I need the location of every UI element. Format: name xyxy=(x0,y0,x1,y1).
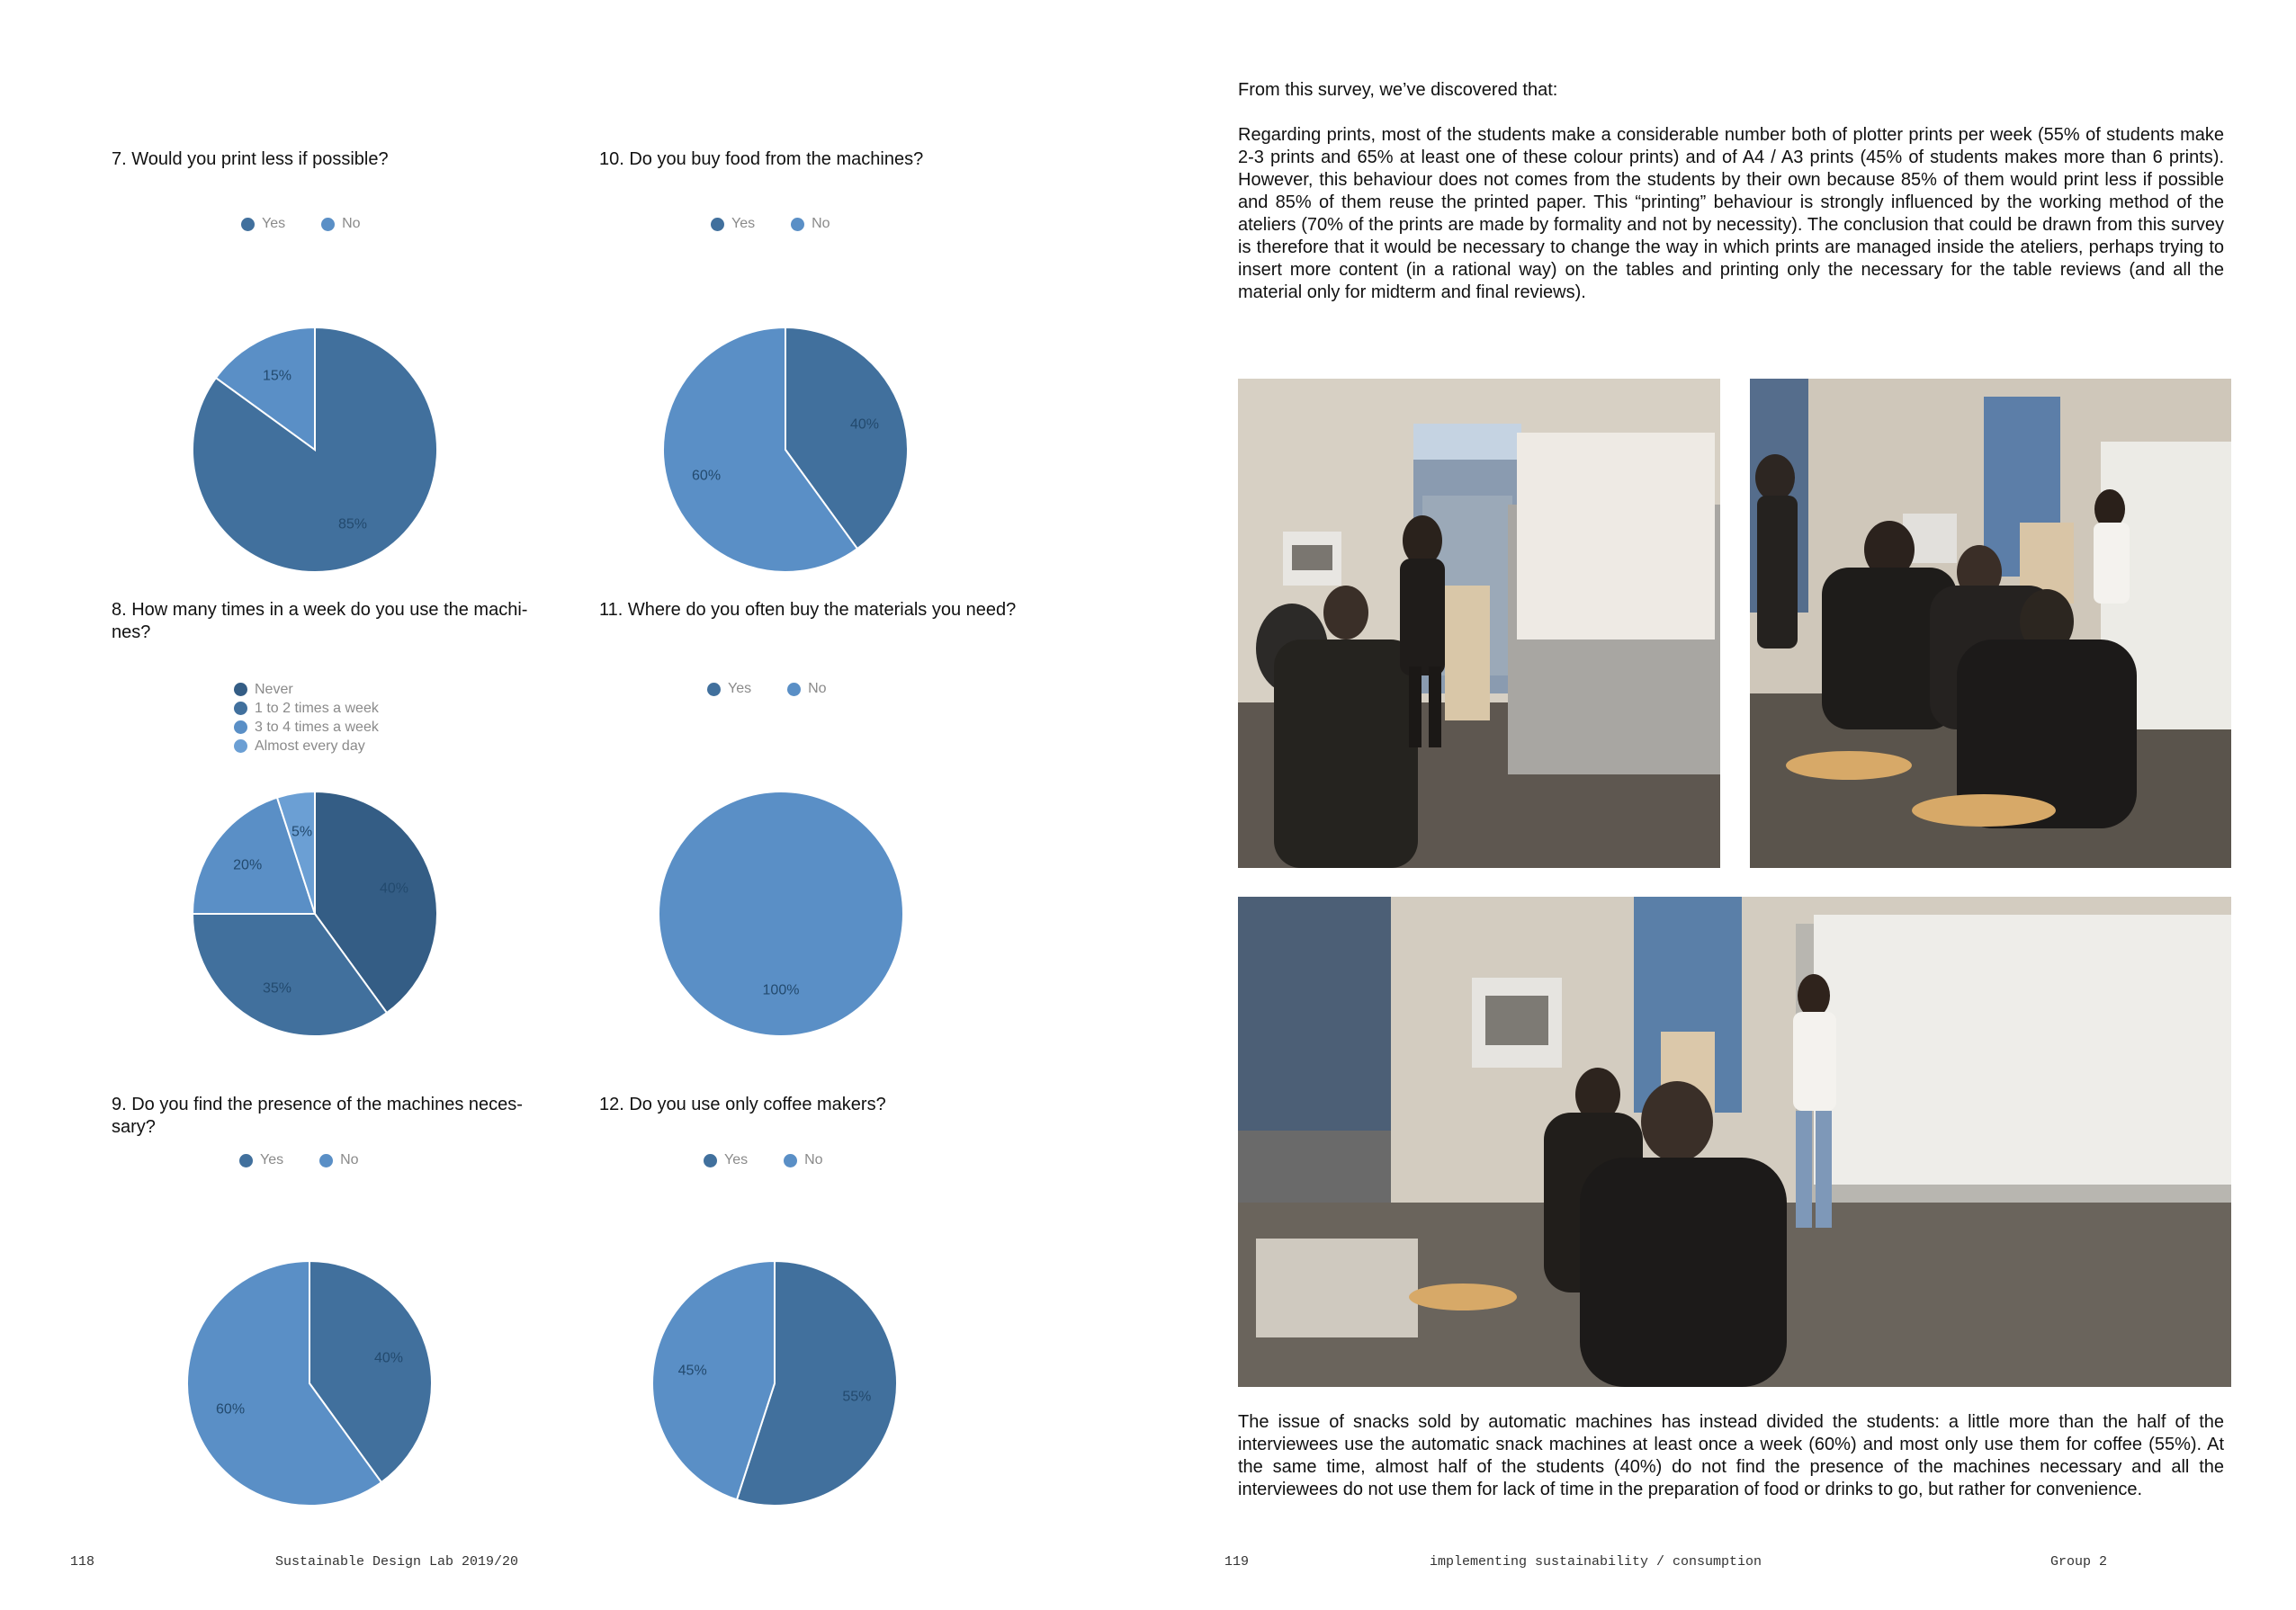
legend-q8 xyxy=(234,680,379,756)
legend-label: No xyxy=(340,1152,359,1167)
legend-item xyxy=(241,216,285,232)
legend-label: Almost every day xyxy=(255,738,365,754)
pie-slice-label: 20% xyxy=(233,857,263,873)
page-number-right: 119 xyxy=(1224,1554,1250,1570)
question-11: 11. Where do you often buy the materials you need? xyxy=(599,600,1017,620)
question-9: 9. Do you find the presence of the machines neces- sary? xyxy=(112,1095,523,1137)
pie-slice-label: 35% xyxy=(262,980,292,997)
legend-dot xyxy=(234,720,247,734)
question-8: 8. How many times in a week do you use the machi- nes? xyxy=(112,600,528,642)
pie-chart-q7 xyxy=(189,324,441,576)
question-7: 7. Would you print less if possible? xyxy=(112,149,389,169)
legend-item xyxy=(707,681,751,697)
legend-dot xyxy=(239,1154,253,1167)
legend-dot xyxy=(241,218,255,231)
pie-chart-q9 xyxy=(184,1257,435,1509)
survey-findings xyxy=(1238,79,2224,326)
legend-dot xyxy=(234,683,247,696)
pie-slice-label: 5% xyxy=(291,824,313,840)
legend-item xyxy=(234,718,379,737)
legend-dot xyxy=(791,218,804,231)
pie-slice xyxy=(659,792,903,1036)
legend-q9 xyxy=(239,1152,395,1172)
footer-section: implementing sustainability / consumption xyxy=(1430,1554,1762,1570)
pie-chart-q8 xyxy=(189,788,441,1040)
studio-photo-3 xyxy=(1238,897,2231,1387)
legend-q10 xyxy=(711,216,866,236)
legend-dot xyxy=(234,739,247,753)
pie-slice-label: 85% xyxy=(337,516,368,532)
legend-item xyxy=(319,1152,358,1168)
pie-slice-label: 60% xyxy=(216,1401,246,1418)
legend-item xyxy=(234,680,379,699)
intro-line: From this survey, we’ve discovered that: xyxy=(1238,80,1558,100)
studio-photo-1 xyxy=(1238,379,1720,868)
pie-chart-q10 xyxy=(659,324,911,576)
legend-label: Yes xyxy=(731,216,756,231)
question-12: 12. Do you use only coffee makers? xyxy=(599,1095,886,1114)
pie-chart-q11 xyxy=(655,788,907,1040)
snacks-paragraph: The issue of snacks sold by automatic machines has instead divided the students: a little more than the half of the interviewees use the automatic snack machines at least once a week (60%) and most only use them for coffee (55%). At the same time, almost half of the students (40%) do not find the presence of the machines necessary and all the interviewees do not use them for lack of time in the preparation of food or drinks to go, but rather for convenience. xyxy=(1238,1412,2224,1499)
legend-label: No xyxy=(342,216,361,231)
legend-dot xyxy=(704,1154,717,1167)
legend-label: Never xyxy=(255,681,293,697)
page-number-left: 118 xyxy=(70,1554,95,1570)
legend-label: Yes xyxy=(260,1152,284,1167)
legend-item xyxy=(787,681,826,697)
legend-label: 3 to 4 times a week xyxy=(255,719,379,735)
legend-label: No xyxy=(812,216,830,231)
legend-dot xyxy=(321,218,335,231)
legend-dot xyxy=(234,702,247,715)
pie-slice-label: 40% xyxy=(379,881,408,897)
pie-slice-label: 15% xyxy=(262,368,292,384)
legend-item xyxy=(784,1152,822,1168)
pie-slice-label: 55% xyxy=(842,1389,872,1405)
legend-label: Yes xyxy=(724,1152,749,1167)
legend-item xyxy=(711,216,755,232)
legend-item xyxy=(239,1152,283,1168)
legend-dot xyxy=(787,683,801,696)
legend-item xyxy=(234,699,379,718)
legend-dot xyxy=(711,218,724,231)
pie-chart-q12 xyxy=(649,1257,901,1509)
legend-q12 xyxy=(704,1152,859,1172)
legend-label: Yes xyxy=(262,216,286,231)
legend-item xyxy=(791,216,830,232)
legend-label: No xyxy=(808,681,827,696)
legend-dot xyxy=(319,1154,333,1167)
legend-item xyxy=(704,1152,748,1168)
prints-paragraph: Regarding prints, most of the students make a considerable number both of plotter prints per week (55% of students make 2-3 prints and 65% at least one of these colour prints) and of A4 / A3 prints (45% of students makes more than 6 prints). However, this behaviour does not comes from the students by their own because 85% of them would print less if possible and 85% of them reuse the printed paper. This “printing” behaviour is strongly influenced by the working method of the ateliers (70% of the prints are made by formality and not by necessity). The conclusion that could be drawn from this survey is therefore that it would be necessary to change the way in which prints are managed inside the ateliers, perhaps trying to insert more content (in a rational way) on the tables and printing only the necessary for the table reviews (and all the material only for midterm and final reviews). xyxy=(1238,125,2224,302)
question-10: 10. Do you buy food from the machines? xyxy=(599,149,924,169)
legend-dot xyxy=(784,1154,797,1167)
pie-slice-label: 45% xyxy=(677,1363,707,1379)
pie-slice-label: 100% xyxy=(762,982,800,998)
legend-label: Yes xyxy=(728,681,752,696)
footer-title: Sustainable Design Lab 2019/20 xyxy=(275,1554,519,1570)
pie-slice-label: 40% xyxy=(849,416,879,433)
pie-slice-label: 60% xyxy=(692,468,722,484)
legend-label: No xyxy=(804,1152,823,1167)
legend-q11 xyxy=(707,681,863,701)
legend-dot xyxy=(707,683,721,696)
pie-slice-label: 40% xyxy=(373,1350,403,1366)
footer-group: Group 2 xyxy=(2050,1554,2108,1570)
legend-item xyxy=(234,737,379,756)
legend-q7 xyxy=(241,216,397,236)
legend-label: 1 to 2 times a week xyxy=(255,700,379,716)
legend-item xyxy=(321,216,360,232)
studio-photo-2 xyxy=(1750,379,2231,868)
